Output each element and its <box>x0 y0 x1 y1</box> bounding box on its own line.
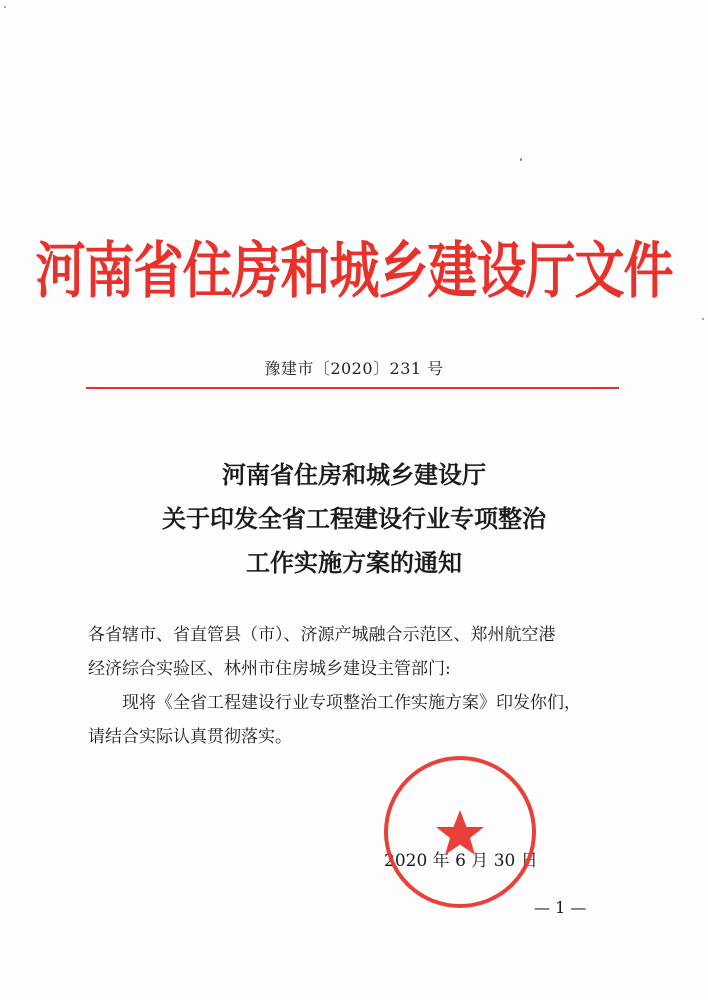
notice-body <box>88 618 628 754</box>
notice-title <box>0 453 708 585</box>
title-line-1: 河南省住房和城乡建设厅 <box>222 460 486 489</box>
document-number: 豫建市〔2020〕231 号 <box>264 359 444 378</box>
page-number: — 1 — <box>534 898 587 917</box>
scan-speck <box>520 158 522 161</box>
body-paragraph-line-2: 请结合实际认真贯彻落实。 <box>88 727 292 747</box>
body-paragraph-line-1: 现将《全省工程建设行业专项整治工作实施方案》印发你们， <box>122 693 581 713</box>
recipients-line-1: 各省辖市、省直管县（市）、济源产城融合示范区、郑州航空港 <box>88 625 556 645</box>
title-line-2: 关于印发全省工程建设行业专项整治 <box>162 504 546 533</box>
scan-speck <box>702 318 704 320</box>
official-seal-icon <box>380 752 540 912</box>
recipients-line-2: 经济综合实验区、林州市住房城乡建设主管部门: <box>88 659 451 679</box>
agency-header: 河南省住房和城乡建设厅文件 <box>35 235 673 307</box>
title-line-3: 工作实施方案的通知 <box>246 548 462 577</box>
issue-date: 2020 年 6 月 30 日 <box>384 851 538 871</box>
red-divider-line <box>86 387 619 389</box>
scan-speck <box>4 6 6 8</box>
